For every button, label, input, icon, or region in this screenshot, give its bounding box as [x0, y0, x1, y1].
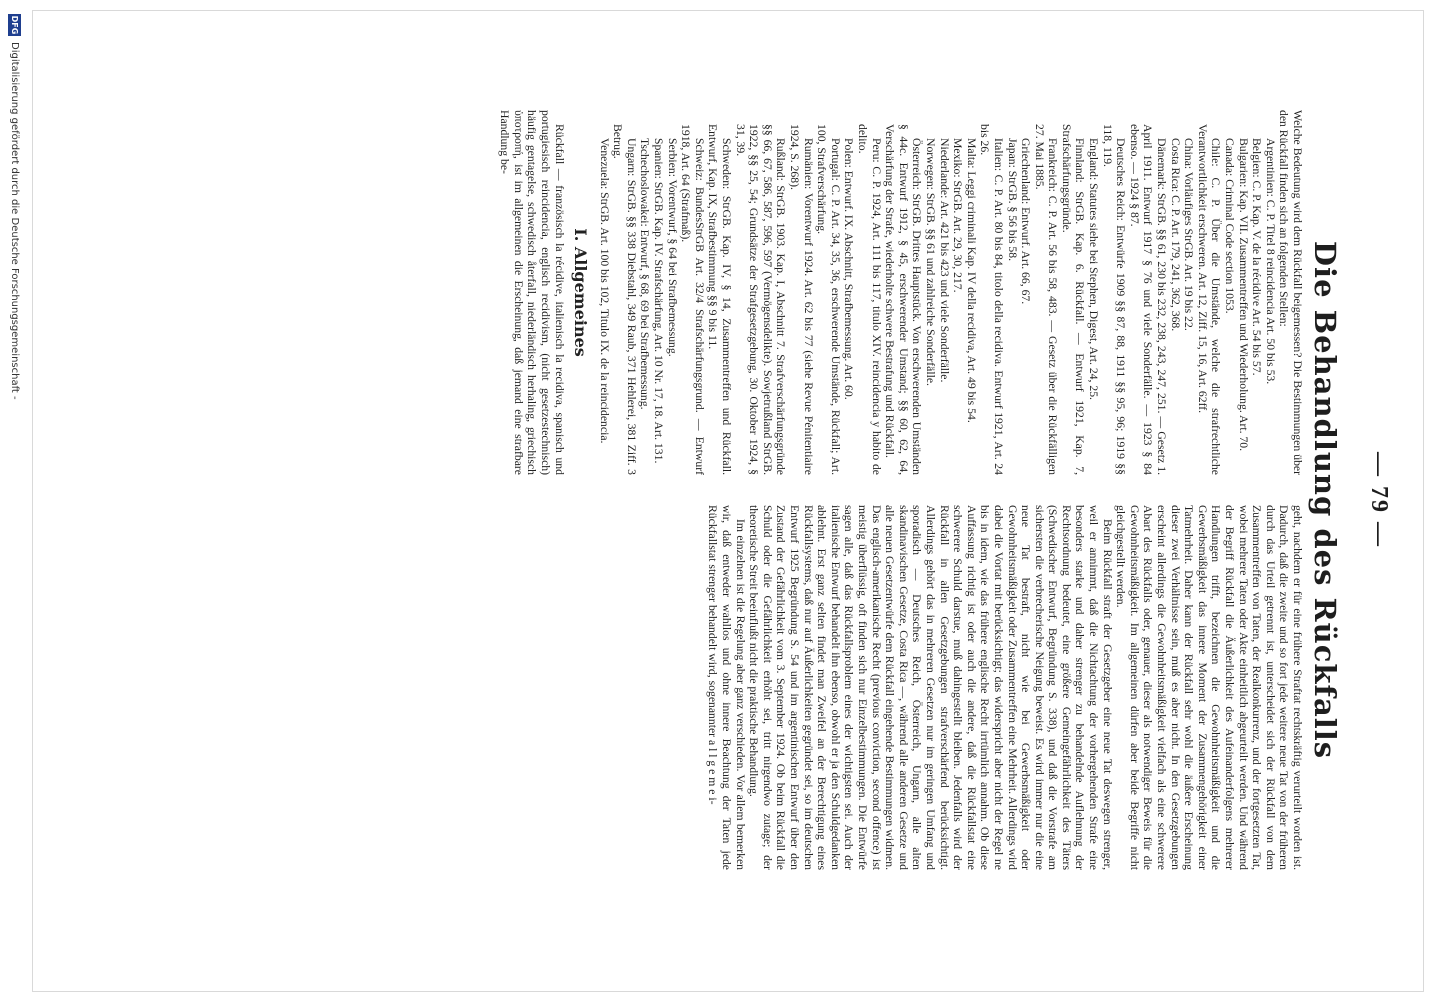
law-reference-entry: Rußland: StrGB. 1903. Kap. I, Abschnitt 7. Strafverschärfungsgründe §§ 66, 67, 586, 587, 596, 597 (Vermögensdelikte). Sowjetrußland StrGB. 1922, §§ 25, 54; Grundsätze der Strafgesetzgebung, 30. Oktober 1924, § 31, 39. [733, 124, 788, 475]
law-references-list [597, 110, 1277, 475]
law-reference-entry: Schweden: StrGB. Kap. IV, § 14, Zusammentreffen und Rückfall. Entwurf, Kap. IX, Strafbestimmung §§ 9 bis 11. [706, 124, 734, 475]
law-reference-entry: Österreich: StrGB. Drittes Hauptstück. Von erschwerenden Umständen § 44c. Entwurf 1912, § 45, erschwerender Umstand; §§ 60, 62, 64, Verschärfung der Strafe, wiederholte schwere Bestrafung und Rückfall. [883, 124, 924, 475]
law-reference-entry: Polen: Entwurf. IX. Abschnitt, Strafbemessung. Art. 60. [842, 138, 856, 400]
law-reference-entry: Tschechoslowakei: Entwurf, § 68, 69 bei Strafbemessung. [638, 138, 652, 410]
law-reference-entry: Portugal: C. P. Art. 34, 35, 36, erschwerende Umstände, Rückfall; Art. 100, Strafverschärfung. [815, 124, 842, 475]
page-number: — 79 — [1366, 452, 1392, 548]
law-reference-entry: Costa Rica: C. P. Art. 179, 241, 362, 368. [1168, 138, 1182, 332]
left-column [498, 110, 1304, 475]
page-title: Die Behandlung des Rückfalls [1308, 240, 1342, 760]
intro-text: Welche Bedeutung wird dem Rückfall beigemessen? Die Bestimmungen über den Rückfall finden sich an folgenden Stellen: [1277, 110, 1304, 475]
law-reference-entry: China: Vorläufiges StrGB. Art. 19 bis 22. [1182, 138, 1196, 331]
law-reference-entry: Bulgarien: Kap. VII. Zusammentreffen und Wiederholung. Art. 70. [1236, 138, 1250, 452]
law-reference-entry: Canada: Criminal Code section 1053. [1223, 138, 1237, 314]
law-reference-entry: Mexiko: StrGB. Art. 29, 30, 217. [951, 138, 965, 293]
law-reference-entry: Malta: Leggi criminali Kap. IV della recidiva, Art. 49 bis 54. [964, 138, 978, 423]
law-reference-entry: Griechenland: Entwurf. Art. 66, 67. [1019, 138, 1033, 305]
law-reference-entry: Schweiz: BundesStrGB Art. 32/4 Strafschärfungsgrund. — Entwurf 1918, Art. 64 (Strafmaß). [679, 124, 706, 475]
law-reference-entry: Venezuela: StrGB. Art. 100 bis 102, Titulo IX. de la reincidencia. [597, 138, 611, 444]
footer-text: Digitalisierung gefördert durch die Deutsche Forschungsgemeinschaft - [9, 42, 21, 400]
law-reference-entry: Argentinien: C. P. Titel 8 reincidencia Art. 50 bis 53. [1263, 138, 1277, 385]
law-reference-entry: Rumänien: Vorentwurf 1924. Art. 62 bis 77 (siehe Revue Pénitentiaire 1924, S. 268). [788, 124, 815, 475]
section-heading: I. Allgemeines [571, 228, 591, 357]
section-text: Rückfall — französisch la récidive, italienisch la recidiva, spanisch und portugiesisch reincidencia, englisch recidivism, (nicht gesetzestechnisch) häufig gentagelse, schwedisch återfall, niederländisch herhaling, griechisch ὑποτροπή, ist im allgemeinen die Erscheinung, daß jemand eine strafbare Handlung be- [498, 110, 566, 475]
law-reference-entry: Frankreich: C. P. Art. 56 bis 58, 483. — Gesetz über die Rückfälligen 27. Mai 1885. [1032, 124, 1060, 475]
law-reference-entry: Italien: C. P. Art. 80 bis 84, titolo della recidiva. Entwurf 1921, Art. 24 bis 26. [978, 124, 1005, 475]
law-reference-entry: Deutsches Reich: Entwürfe 1909 §§ 87, 88, 1911 §§ 95, 96; 1919 §§ 118, 119. [1100, 124, 1128, 475]
law-reference-entry: Finnland: StrGB. Kap. 6. Rückfall. — Entwurf 1921, Kap. 7, Strafschärfungsgründe. [1059, 124, 1087, 475]
law-reference-entry: England: Statutes siehe bei Stephen, Digest, Art. 24, 25. [1087, 138, 1101, 400]
dfg-logo: DFG [10, 15, 20, 35]
law-reference-entry: Spanien: StrGB. Kap. IV. Strafschärfung, Art. 10 Nr. 17, 18. Art. 131. [652, 138, 666, 464]
law-reference-entry: Niederlande: Art. 421 bis 423 und viele Sonderfälle. [937, 138, 951, 383]
paragraph: Im einzelnen ist die Regelung aber ganz verschieden. Vor allem bemerken wir, daß entweder wahllos und ohne innere Beachtung der Taten jede Rückfallstat strenger behandelt wird, sogenannter a l l g e m e i- [706, 505, 747, 870]
footer [4, 0, 26, 1000]
law-reference-entry: Belgien: C. P. Kap. V. de la récidive Art. 54 bis 57. [1250, 138, 1264, 376]
paragraph: Beim Rückfall straft der Gesetzgeber eine neue Tat deswegen strenger, weil er annimmt, daß die Nichtachtung der vorhergehenden Strafe eine besonders starke und daher strenger zu behandelnde Auflehnung der Rechtsordnung bedeutet, eine größere Gemeingefährlichkeit des Täters (Schwedischer Entwurf, Begründung S. 338), und daß die Vorstrafe am sichersten die verbrecherische Neigung beweist. Es wird immer nur die eine neue Tat bestraft, nicht wie bei Gewerbsmäßigkeit oder Gewohnheitsmäßigkeit oder Zusammentreffen eine Mehrheit. Allerdings wird dabei die Vortat mit berücksichtigt; das widerspricht aber nicht der Regel ne bis in idem, wie das frühere englische Recht irrtümlich annahm. Ob diese Auffassung richtig ist oder auch die andere, daß die Rückfallstat eine schwerere Schuld darstue, muß dahingestellt bleiben. Jedenfalls wird der Rückfall in allen Gesetzgebungen strafverschärfend berücksichtigt. Allerdings gehört das in mehreren Gesetzen nur im geringen Umfang und sporadisch — Deutsches Reich, Österreich, Ungarn, alle alten skandinavischen Gesetze, Costa Rica —, während alle anderen Gesetze und alle neuen Gesetzentwürfe dem Rückfall eingehende Bestimmungen widmen. Das englisch-amerikanische Recht (previous conviction, second offence) ist meistig überflüssig, oft finden sich nur Einzelbestimmungen. Die Entwürfe sagen alle, daß das Rückfallsproblem eines der wichtigsten sei. Auch der italienische Entwurf behandelt ihn ebenso, obwohl er ja den Schuldgedanken ablehnt. Erst ganz selten findet man Zweifel an der Berechtigung eines Rückfallsystems, daß nur auf Äußerlichkeiten gegründet sei, so im deutschen Entwurf 1925 Begründung S. 54 und im argentinischen Entwurf über den Zustand der Gefährlichkeit vom 3. September 1924. Ob beim Rückfall die Schuld oder die Gefährlichkeit erhöht sei, tritt nirgendwo zutage; der theoretische Streit beeinflußt nicht die praktische Behandlung. [747, 505, 1114, 870]
law-reference-entry: Serbien: Vorentwurf, § 64 bei Strafbemessung. [665, 138, 679, 357]
law-reference-entry: Japan: StrGB. § 56 bis 58. [1005, 138, 1019, 262]
right-column [706, 505, 1304, 870]
law-reference-entry: Peru: C. P. 1924, Art. 111 bis 117, titulo XIV. reincidencia y habito de delito. [856, 124, 883, 475]
law-reference-entry: Chile: C. P. Über die Umstände, welche die strafrechtliche Verantwortlichkeit erschweren. Art. 12, Ziff. 15, 16, Art. 62ff. [1195, 124, 1223, 475]
law-reference-entry: Ungarn: StrGB. §§ 338 Diebstahl, 349 Raub, 371 Hehlerei, 381 Ziff. 3 Betrug. [611, 124, 638, 475]
paragraph: geht, nachdem er für eine frühere Straftat rechtskräftig verurteilt worden ist. Dadurch, daß die zweite und so fort jede weitere neue Tat von der früheren durch das Urteil getrennt ist, unterscheidet sich der Rückfall von dem Zusammentreffen von Taten, der Realkonkurrenz, und der fortgesetzten Tat, wobei mehrere Taten oder Akte einheitlich abgeurteilt werden. Und während der Begriff Rückfall die Äußerlichkeit des Aufeinanderfolgens mehrerer Handlungen trifft, bezeichnen die Gewohnheitsmäßigkeit und die Gewerbsmäßigkeit das innere Moment der Zusammengehörigkeit einer Tatmehrheit. Daher kann der Rückfall sehr wohl die äußere Erscheinung dieser zwei Verhältnisse sein, muß es aber nicht. In den Gesetzgebungen erscheint allerdings die Gewohnheitsmäßigkeit vielfach als eine schwerere Abart des Rückfalls oder, genauer, dieser als notwendiger Beweis für die Gewohnheitsmäßigkeit. Im allgemeinen dürfen aber beide Begriffe nicht gleichgestellt werden. [1114, 505, 1304, 870]
law-reference-entry: Norwegen: StrGB. §§ 61 und zahlreiche Sonderfälle. [923, 138, 937, 386]
law-reference-entry: Dänemark: StrGB. §§ 61, 230 bis 232, 238, 243, 247, 251. — Gesetz 1. April 1911. Entwurf 1917 § 76 und viele Sonderfälle. — 1923 § 84 ebenso. — 1924 § 87. [1127, 124, 1169, 475]
